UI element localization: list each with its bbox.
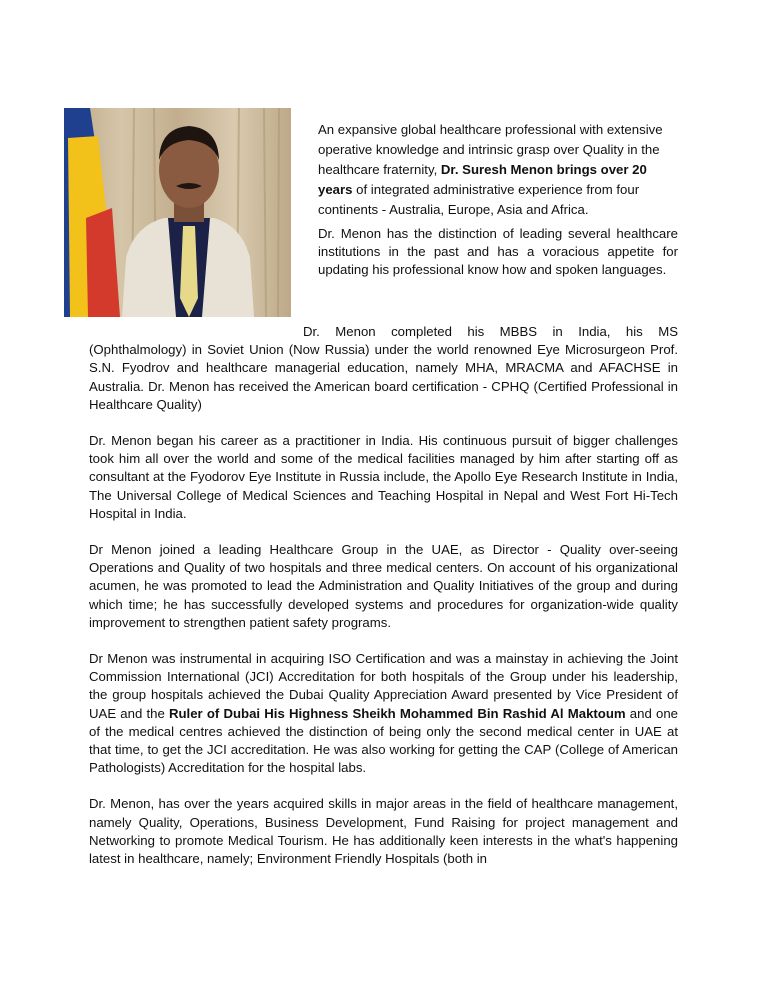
intro-paragraph-2: Dr. Menon has the distinction of leading several healthcare institutions in the past and has a voracious appetite for updating his professional know how and spoken languages. (318, 226, 678, 277)
intro-paragraph-1: An expansive global healthcare professional with extensive operative knowledge and intrinsic grasp over Quality in the healthcare fraternity, Dr. Suresh Menon brings over 20 years of integrated administrative experience from four continents - Australia, Europe, Asia and Africa. (318, 122, 663, 217)
paragraph-uae: Dr Menon joined a leading Healthcare Group in the UAE, as Director - Quality over-seeing Operations and Quality of two hospitals and three medical centers. On account of his organizational acumen, he was promoted to lead the Administration and Quality Initiatives of the group and during which time; he has successfully developed systems and procedures for organization-wide quality improvement to strengthen patient safety programs. (89, 542, 678, 630)
highlight-ruler: Ruler of Dubai His Highness Sheikh Mohammed Bin Rashid Al Maktoum (168, 705, 626, 721)
paragraph-skills: Dr. Menon, has over the years acquired skills in major areas in the field of healthcare management, namely Quality, Operations, Business Development, Fund Raising for project management and Networking to promote Medical Tourism. He has additionally keen interests in the what's happening latest in healthcare, namely; Environment Friendly Hospitals (both in (89, 796, 678, 867)
portrait-photo (64, 108, 291, 317)
paragraph-education: Dr. Menon completed his MBBS in India, his MS (Ophthalmology) in Soviet Union (Now Russia) under the world renowned Eye Microsurgeon Prof. S.N. Fyodrov and healthcare managerial education, namely MHA, MRACMA and AFACHSE in Australia. Dr. Menon has received the American board certification - CPHQ (Certified Professional in Healthcare Quality) (89, 324, 678, 412)
highlight-name: Dr. Suresh Menon brings over 20 years (318, 162, 647, 197)
intro-text (318, 120, 678, 279)
biography-body (89, 323, 678, 886)
paragraph-career: Dr. Menon began his career as a practitioner in India. His continuous pursuit of bigger challenges took him all over the world and some of the medical facilities managed by him after starting off as consultant at the Fyodorov Eye Institute in Russia include, the Apollo Eye Research Institute in India, The Universal College of Medical Sciences and Teaching Hospital in Nepal and West Fort Hi-Tech Hospital in India. (89, 433, 678, 521)
paragraph-accreditation: Dr Menon was instrumental in acquiring ISO Certification and was a mainstay in achieving the Joint Commission International (JCI) Accreditation for both hospitals of the Group under his leadership, the group hospitals achieved the Dubai Quality Appreciation Award presented by Vice President of UAE and the Ruler of Dubai His Highness Sheikh Mohammed Bin Rashid Al Maktoum and one of the medical centres achieved the distinction of being only the second medical center in UAE at that time, to get the JCI accreditation. He was also working for getting the CAP (College of American Pathologists) Accreditation for the hospital labs. (89, 651, 678, 776)
